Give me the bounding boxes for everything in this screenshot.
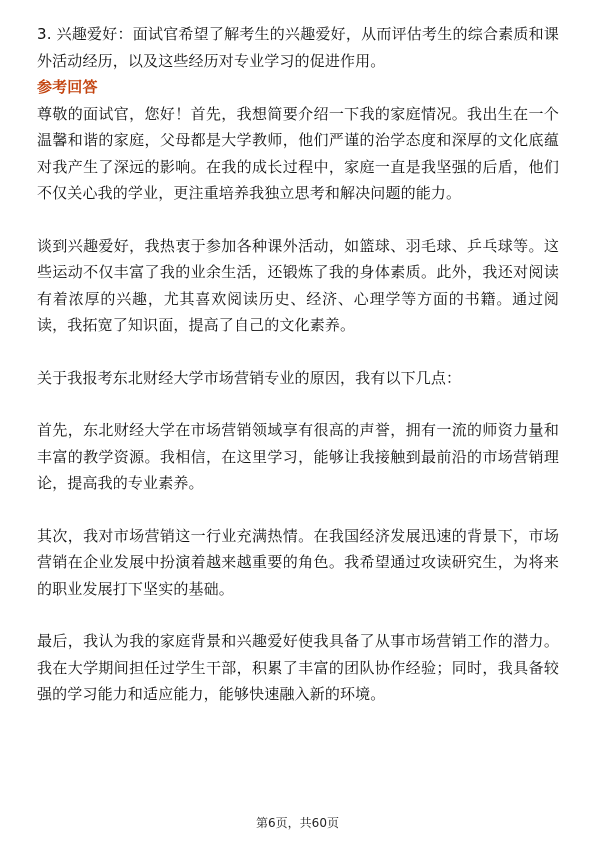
document-body: [37, 21, 559, 708]
paragraph-hobbies: 谈到兴趣爱好，我热衷于参加各种课外活动，如篮球、羽毛球、乒乓球等。这些运动不仅丰富了我的业余生活，还锻炼了我的身体素质。此外，我还对阅读有着浓厚的兴趣，尤其喜欢阅读历史、经济、心理学等方面的书籍。通过阅读，我拓宽了知识面，提高了自己的文化素养。: [37, 236, 559, 334]
paragraph-reason-last: 最后，我认为我的家庭背景和兴趣爱好使我具备了从事市场营销工作的潜力。我在大学期间担任过学生干部，积累了丰富的团队协作经验；同时，我具备较强的学习能力和适应能力，能够快速融入新的环境。: [37, 632, 559, 703]
paragraph-reason-second: 其次，我对市场营销这一行业充满热情。在我国经济发展迅速的背景下，市场营销在企业发展中扮演着越来越重要的角色。我希望通过攻读研究生，为将来的职业发展打下坚实的基础。: [37, 526, 559, 598]
paragraph-family: 尊敬的面试官，您好！首先，我想简要介绍一下我的家庭情况。我出生在一个温馨和谐的家庭，父母都是大学教师，他们严谨的治学态度和深厚的文化底蕴对我产生了深远的影响。在我的成长过程中，家庭一直是我坚强的后盾，他们不仅关心我的学业，更注重培养我独立思考和解决问题的能力。: [37, 104, 559, 202]
page-number: 第6页，共60页: [256, 816, 339, 830]
answer-heading: 参考回答: [37, 78, 98, 96]
paragraph-reasons-intro: 关于我报考东北财经大学市场营销专业的原因，我有以下几点：: [37, 368, 462, 387]
question-item: 3. 兴趣爱好：面试官希望了解考生的兴趣爱好，从而评估考生的综合素质和课外活动经历，以及这些经历对专业学习的促进作用。: [37, 25, 559, 70]
paragraph-reason-first: 首先，东北财经大学在市场营销领域享有很高的声誉，拥有一流的师资力量和丰富的教学资源。我相信，在这里学习，能够让我接触到最前沿的市场营销理论，提高我的专业素养。: [37, 421, 559, 492]
